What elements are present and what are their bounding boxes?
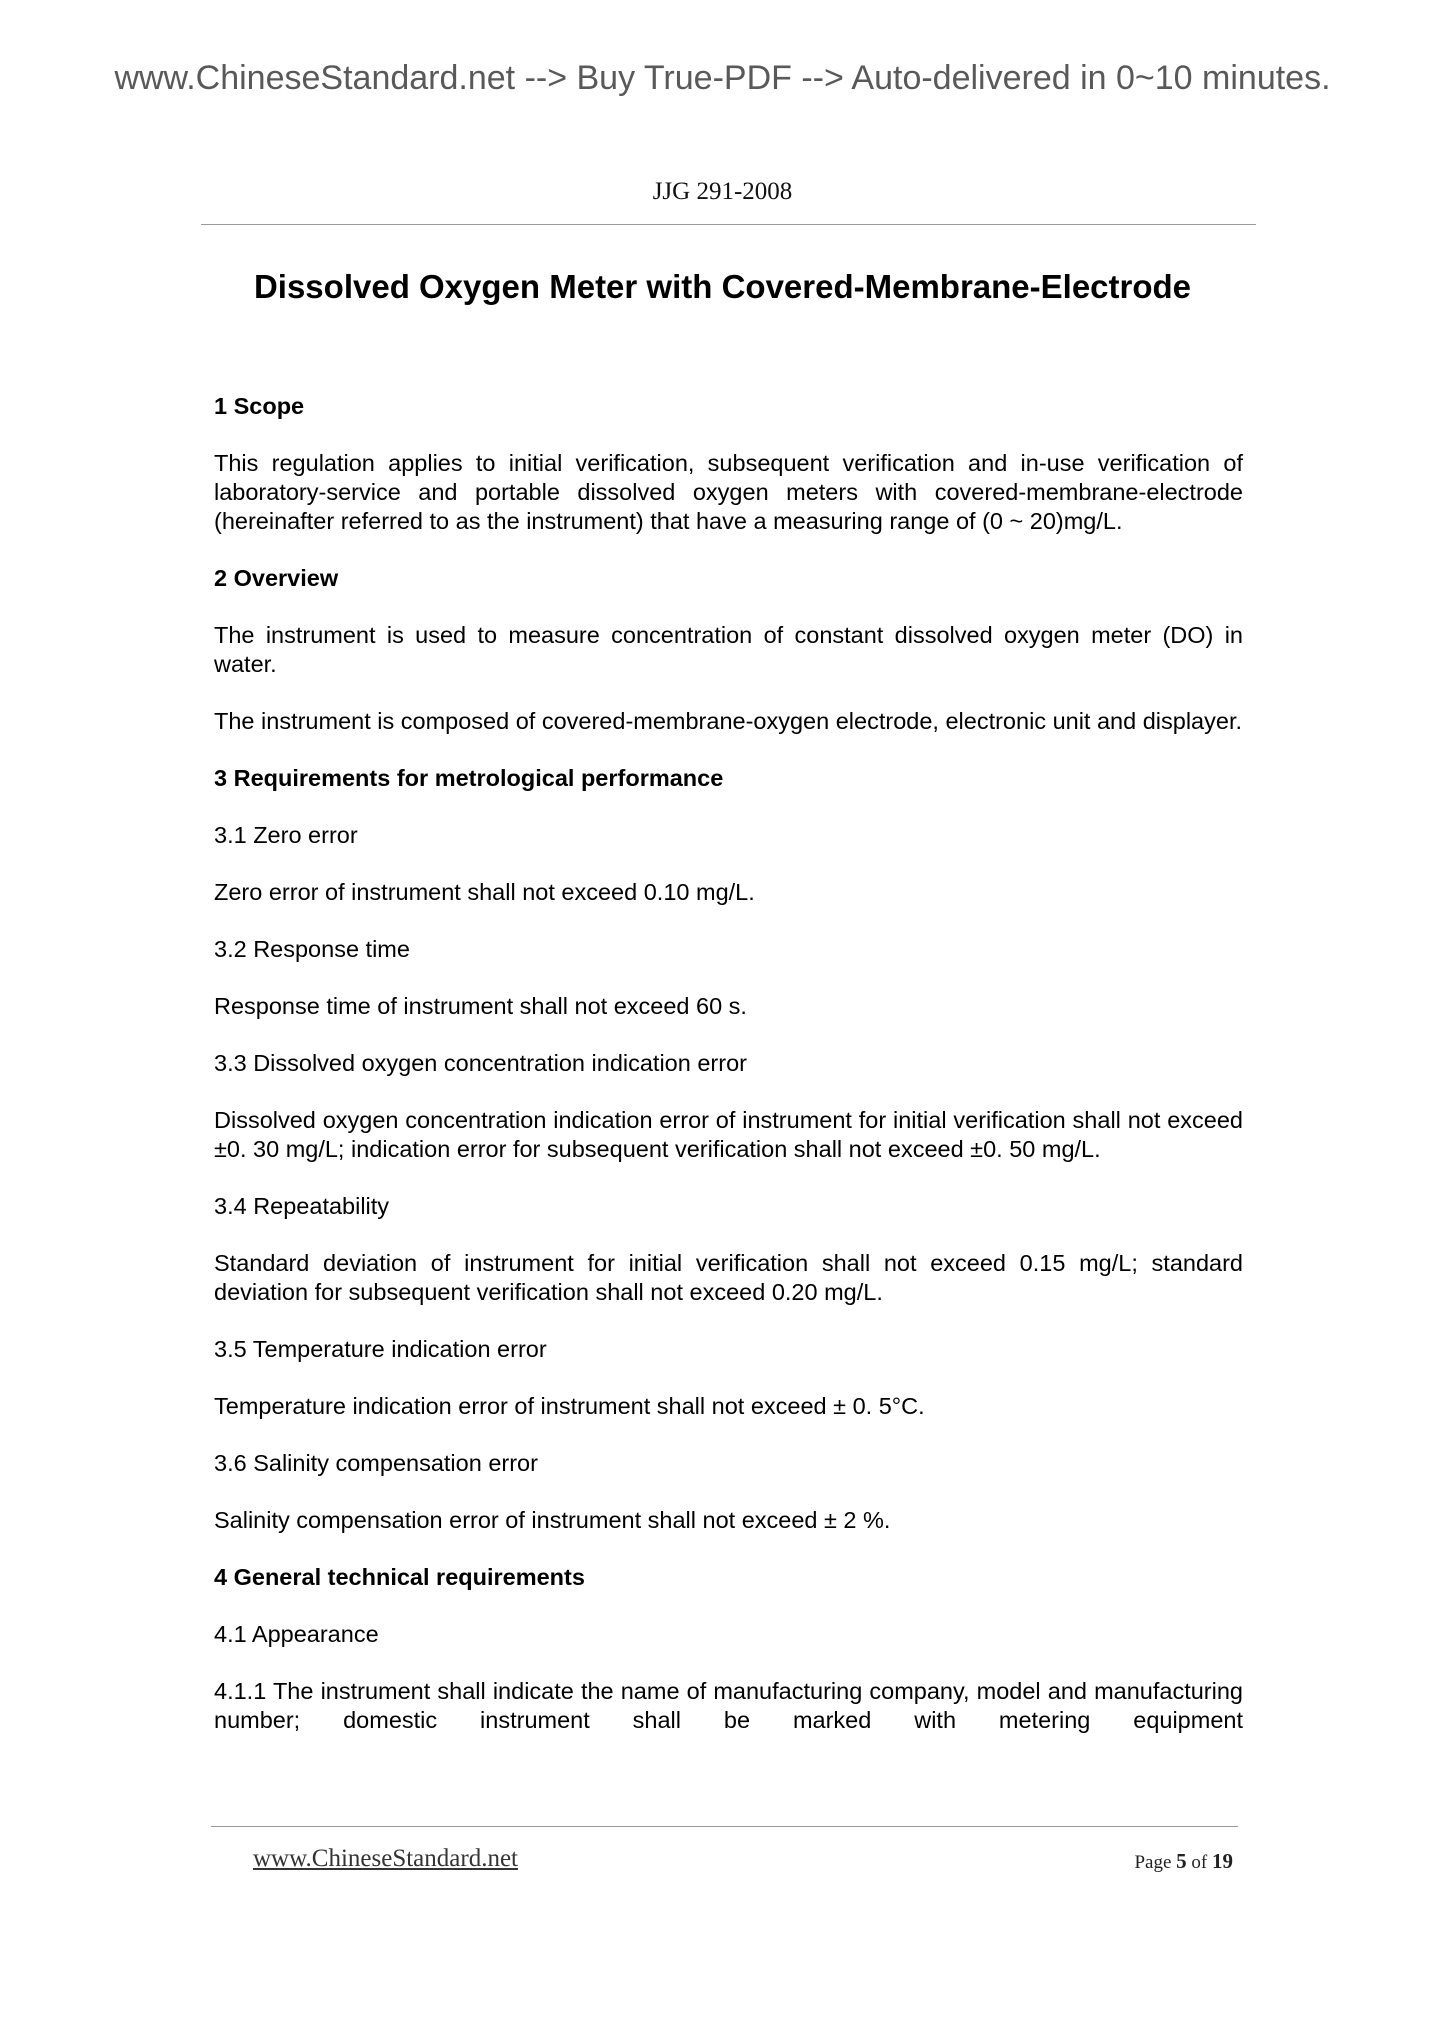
paragraph: This regulation applies to initial verification, subsequent verification and in-use verification of laboratory-service and portable dissolved oxygen meters with covered-membrane-electrode (hereinafter referred to as the instrument) that have a measuring range of (0 ~ 20)mg/L. <box>214 450 1243 534</box>
paragraph: Response time of instrument shall not exceed 60 s. <box>214 993 747 1019</box>
header-divider <box>201 224 1256 225</box>
subsection-heading: 3.1 Zero error <box>214 822 358 848</box>
subsection-heading: 3.5 Temperature indication error <box>214 1336 547 1362</box>
footer-divider <box>211 1826 1238 1827</box>
paragraph: 4.1.1 The instrument shall indicate the name of manufacturing company, model and manufacturing number; domestic instrument shall be marked with metering equipment <box>214 1678 1243 1733</box>
page-number <box>1134 1848 1233 1876</box>
section-heading-scope: 1 Scope <box>214 393 305 419</box>
subsection-heading: 4.1 Appearance <box>214 1621 379 1647</box>
paragraph: Salinity compensation error of instrument shall not exceed ± 2 %. <box>214 1507 891 1533</box>
section-heading-general: 4 General technical requirements <box>214 1564 585 1590</box>
subsection-heading: 3.3 Dissolved oxygen concentration indication error <box>214 1050 747 1076</box>
section-heading-overview: 2 Overview <box>214 565 339 591</box>
paragraph: Standard deviation of instrument for initial verification shall not exceed 0.15 mg/L; standard deviation for subsequent verification shall not exceed 0.20 mg/L. <box>214 1250 1243 1305</box>
document-code: JJG 291-2008 <box>652 178 793 205</box>
paragraph: The instrument is composed of covered-membrane-oxygen electrode, electronic unit and displayer. <box>214 708 1242 734</box>
footer-site-link[interactable]: www.ChineseStandard.net <box>253 1845 518 1872</box>
subsection-heading: 3.4 Repeatability <box>214 1193 390 1219</box>
document-body <box>214 392 1243 1735</box>
page-current: 5 <box>1176 1849 1187 1873</box>
paragraph: Dissolved oxygen concentration indication error of instrument for initial verification shall not exceed ±0. 30 mg/L; indication error for subsequent verification shall not exceed ±0. 50 mg/L. <box>214 1107 1243 1162</box>
page-total: 19 <box>1212 1849 1233 1873</box>
subsection-heading: 3.2 Response time <box>214 936 410 962</box>
paragraph: The instrument is used to measure concentration of constant dissolved oxygen meter (DO) in water. <box>214 622 1243 677</box>
page-prefix: Page <box>1134 1852 1172 1873</box>
section-heading-requirements: 3 Requirements for metrological performance <box>214 765 724 791</box>
subsection-heading: 3.6 Salinity compensation error <box>214 1450 538 1476</box>
paragraph: Temperature indication error of instrument shall not exceed ± 0. 5°C. <box>214 1393 925 1419</box>
paragraph: Zero error of instrument shall not exceed 0.10 mg/L. <box>214 879 755 905</box>
page-of: of <box>1191 1852 1208 1873</box>
document-title: Dissolved Oxygen Meter with Covered-Membrane-Electrode <box>253 268 1192 305</box>
top-banner[interactable]: www.ChineseStandard.net --> Buy True-PDF --> Auto-delivered in 0~10 minutes. <box>114 59 1331 97</box>
